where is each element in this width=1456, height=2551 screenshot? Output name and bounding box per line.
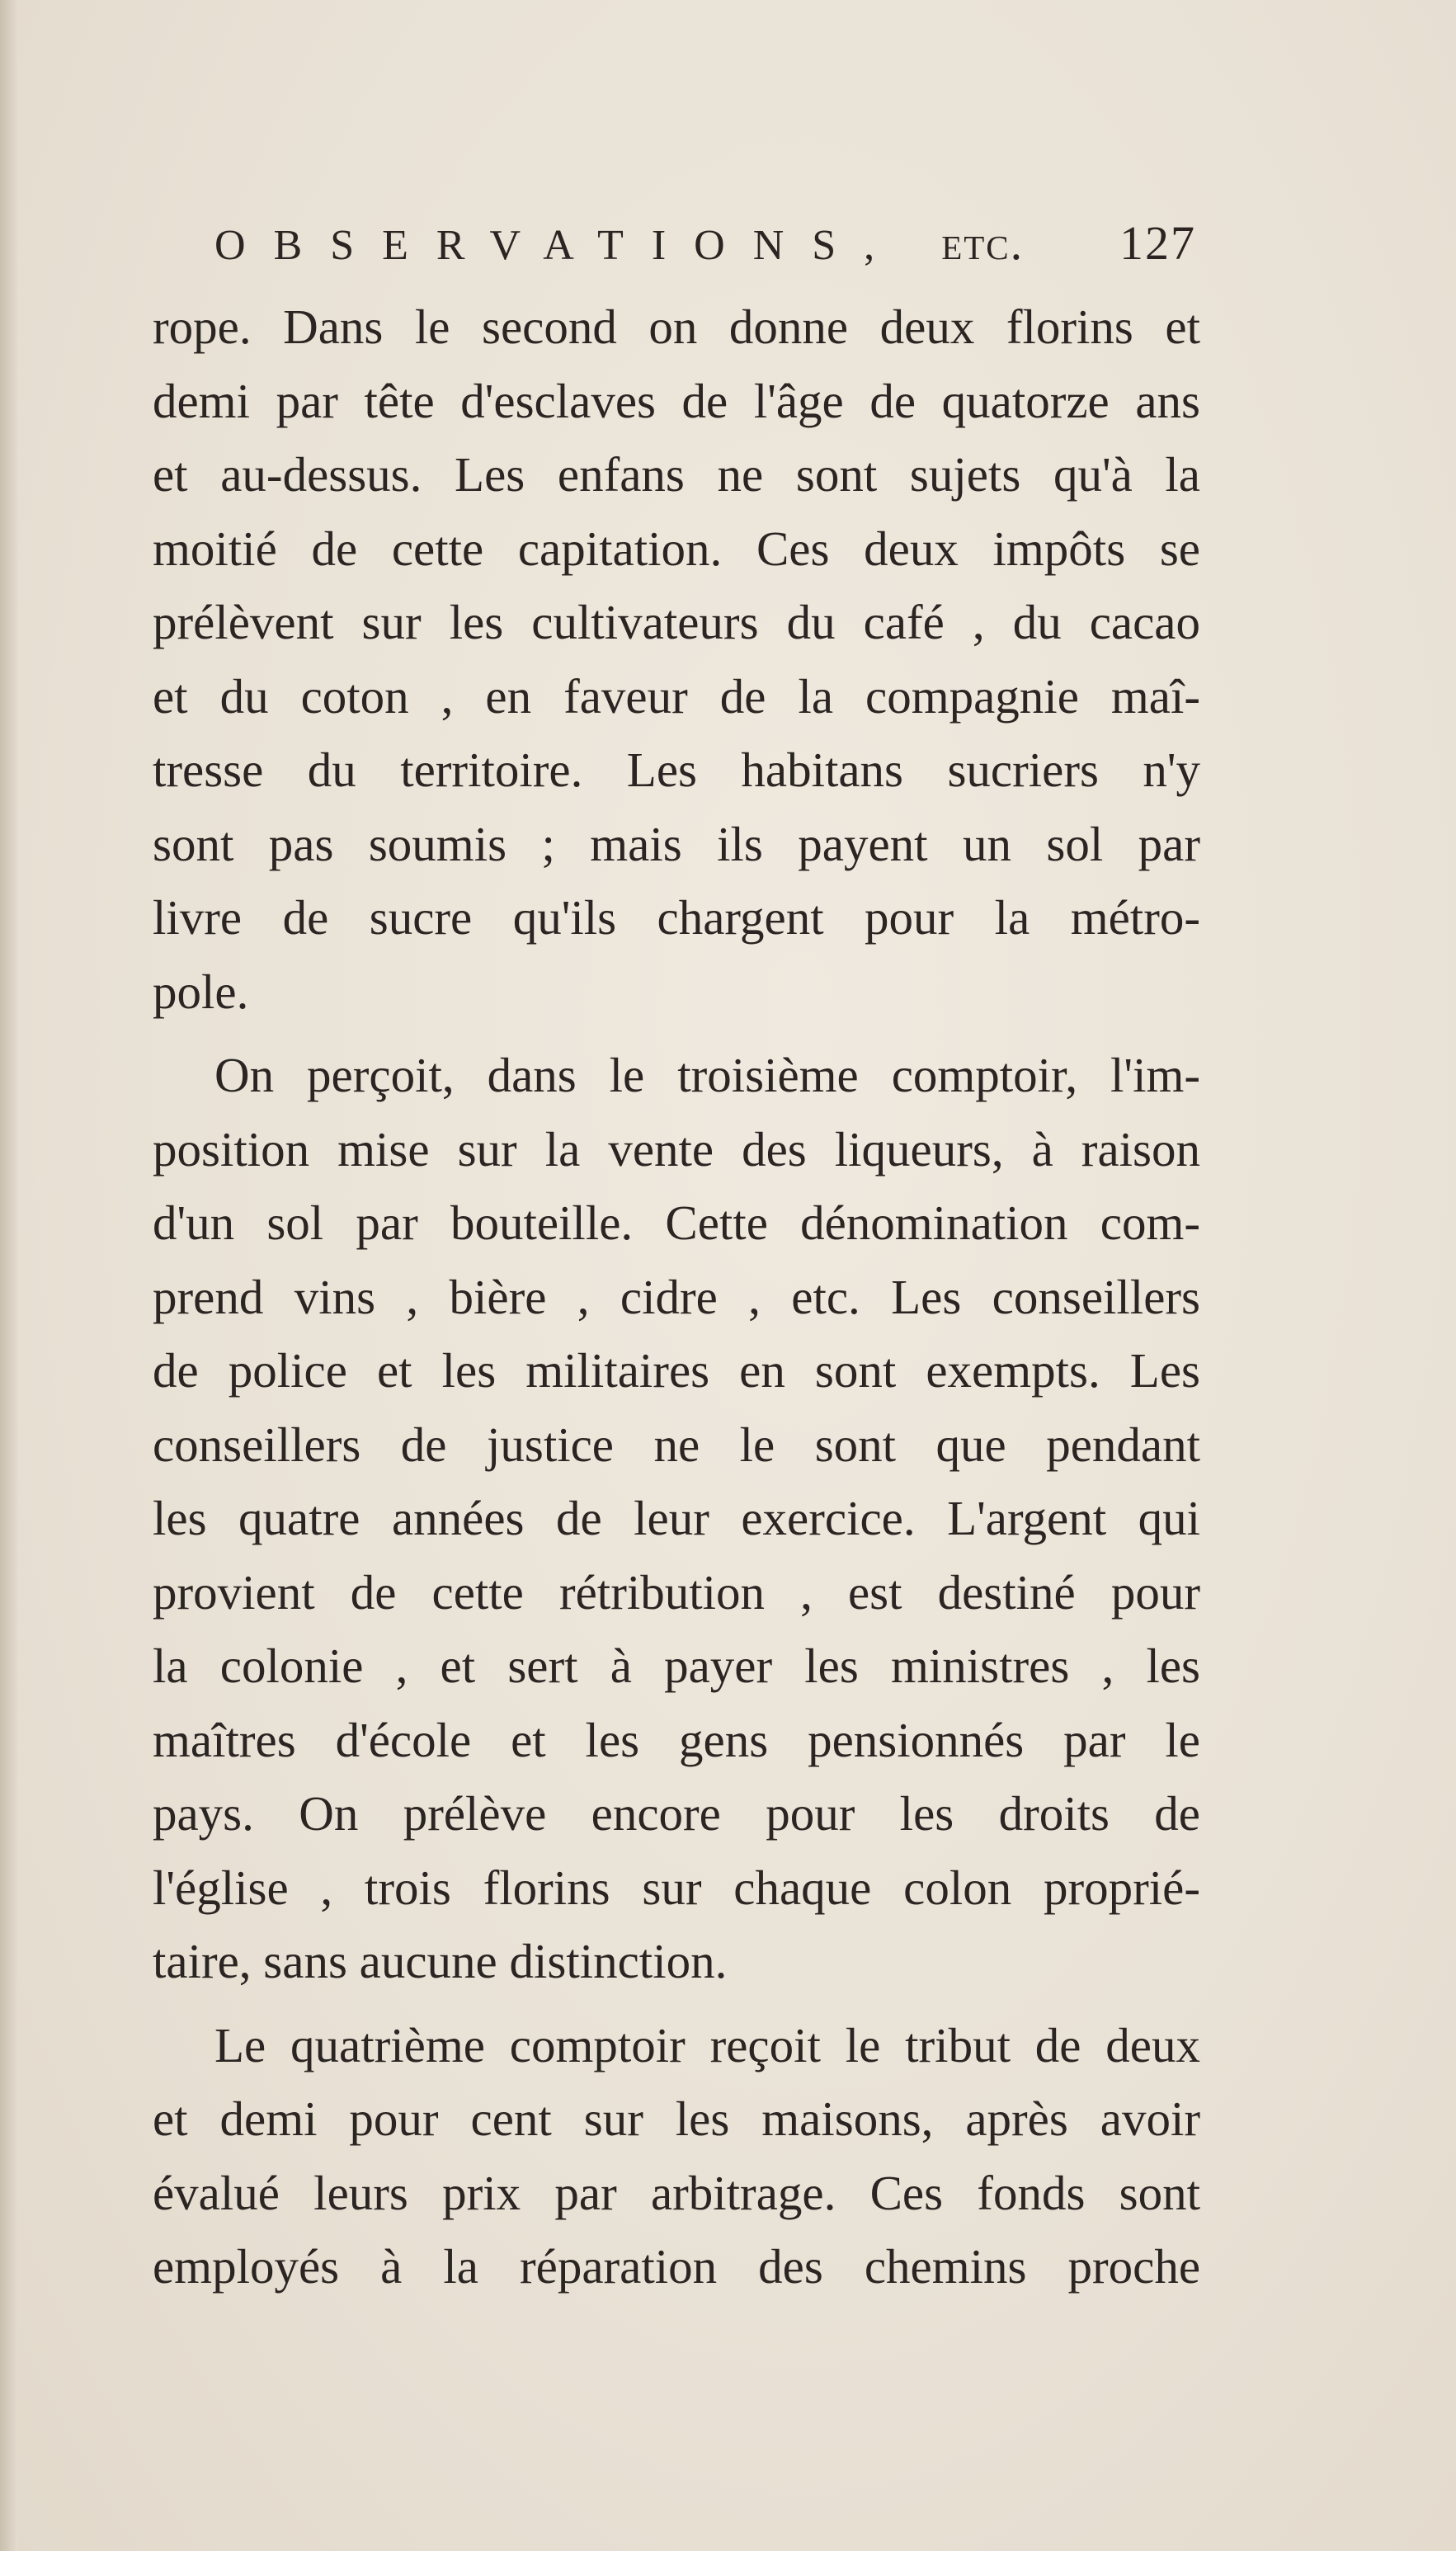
text-line: demi par tête d'esclaves de l'âge de quatorze ans [153,373,1200,428]
text-line: pole. [153,964,249,1019]
running-title [214,206,1024,283]
text-line: taire, sans aucune distinction. [153,1934,728,1988]
text-line: d'un sol par bouteille. Cette dénomination com- [153,1195,1200,1250]
text-line: Le quatrième comptoir reçoit le tribut de deux [214,2017,1200,2072]
text-line: provient de cette rétribution , est destiné pour [153,1564,1200,1620]
text-line: évalué leurs prix par arbitrage. Ces fonds sont [153,2165,1200,2220]
text-line: et du coton , en faveur de la compagnie maî- [153,668,1200,724]
text-line: les quatre années de leur exercice. L'argent qui [153,1491,1200,1545]
text-line: tresse du territoire. Les habitans sucriers n'y [153,743,1200,797]
text-line: prend vins , bière , cidre , etc. Les conseillers [153,1269,1200,1324]
text-line: position mise sur la vente des liqueurs, à raison [153,1121,1200,1176]
text-line: prélèvent sur les cultivateurs du café , du cacao [153,595,1200,649]
running-title-word: OBSERVATIONS, [214,222,903,269]
text-line: la colonie , et sert à payer les ministres , les [153,1639,1200,1693]
page-gutter-shadow [0,0,18,2551]
text-line: de police et les militaires en sont exempts. Les [153,1343,1200,1398]
running-title-etc: etc. [941,216,1025,270]
paragraph-gap [153,1999,1200,2009]
text-line: sont pas soumis ; mais ils payent un sol par [153,816,1200,871]
text-line: rope. Dans le second on donne deux florins et [153,299,1200,354]
text-line: On perçoit, dans le troisième comptoir, l'im- [214,1048,1200,1102]
text-line: livre de sucre qu'ils chargent pour la métro- [153,890,1200,945]
text-line: conseillers de justice ne le sont que pendant [153,1417,1200,1472]
text-line: l'église , trois florins sur chaque colon proprié- [153,1860,1200,1915]
text-line: et demi pour cent sur les maisons, après avoir [153,2091,1200,2146]
text-line: et au-dessus. Les enfans ne sont sujets qu'à la [153,447,1200,502]
text-line: pays. On prélève encore pour les droits de [153,1786,1200,1841]
text-line: employés à la réparation des chemins proche [153,2239,1200,2294]
body-text [153,290,1200,2304]
text-line: maîtres d'école et les gens pensionnés par le [153,1712,1200,1767]
page-number: 127 [1119,216,1196,270]
text-line: moitié de cette capitation. Ces deux impôts se [153,521,1200,576]
paragraph-gap [153,1029,1200,1039]
running-head [214,206,1196,281]
